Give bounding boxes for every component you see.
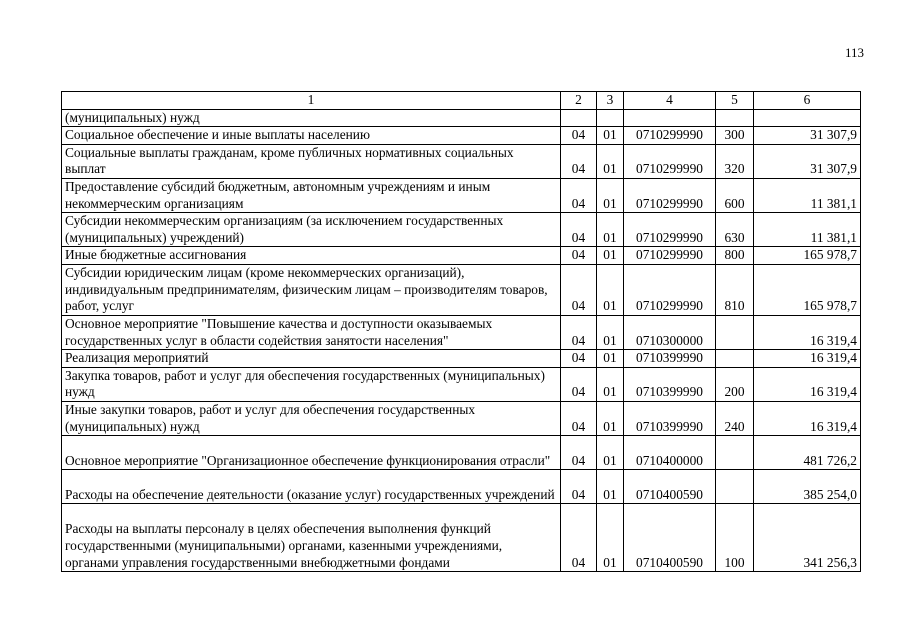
- cell-expense-type: 600: [716, 178, 754, 212]
- table-row: [62, 127, 861, 145]
- cell-target-article: 0710299990: [624, 213, 716, 247]
- cell-section: 04: [561, 178, 597, 212]
- cell-amount: 481 726,2: [754, 436, 861, 470]
- cell-amount: 11 381,1: [754, 178, 861, 212]
- cell-subsection: 01: [597, 401, 624, 435]
- cell-amount: 31 307,9: [754, 144, 861, 178]
- cell-subsection: 01: [597, 247, 624, 265]
- cell-description: Иные закупки товаров, работ и услуг для обеспечения государственных (муниципальных) нужд: [62, 401, 561, 435]
- cell-expense-type: 800: [716, 247, 754, 265]
- cell-subsection: [597, 109, 624, 127]
- cell-target-article: 0710399990: [624, 367, 716, 401]
- cell-description: Основное мероприятие "Повышение качества и доступности оказываемых государственных услуг в области содействия занятости населения": [62, 315, 561, 349]
- cell-description: Основное мероприятие "Организационное обеспечение функционирования отрасли": [62, 436, 561, 470]
- cell-target-article: 0710299990: [624, 178, 716, 212]
- cell-expense-type: 810: [716, 264, 754, 315]
- cell-amount: 341 256,3: [754, 504, 861, 572]
- cell-description: Социальное обеспечение и иные выплаты населению: [62, 127, 561, 145]
- cell-subsection: 01: [597, 350, 624, 368]
- cell-subsection: 01: [597, 504, 624, 572]
- page-number: 113: [844, 45, 864, 60]
- cell-subsection: 01: [597, 127, 624, 145]
- cell-target-article: 0710300000: [624, 315, 716, 349]
- cell-amount: 16 319,4: [754, 401, 861, 435]
- cell-amount: 16 319,4: [754, 350, 861, 368]
- cell-description: Субсидии некоммерческим организациям (за исключением государственных (муниципальных) учреждений): [62, 213, 561, 247]
- cell-description: Расходы на обеспечение деятельности (оказание услуг) государственных учреждений: [62, 470, 561, 504]
- cell-description: Закупка товаров, работ и услуг для обеспечения государственных (муниципальных) нужд: [62, 367, 561, 401]
- cell-target-article: 0710399990: [624, 401, 716, 435]
- cell-expense-type: 100: [716, 504, 754, 572]
- cell-expense-type: [716, 350, 754, 368]
- cell-section: 04: [561, 367, 597, 401]
- cell-amount: 165 978,7: [754, 247, 861, 265]
- cell-description: Расходы на выплаты персоналу в целях обеспечения выполнения функций государственными (муниципальными) органами, казенными учреждениями, органами управления государственными внебюджетными фондами: [62, 504, 561, 572]
- budget-table: [61, 91, 861, 572]
- cell-section: 04: [561, 127, 597, 145]
- cell-subsection: 01: [597, 470, 624, 504]
- cell-amount: 385 254,0: [754, 470, 861, 504]
- cell-subsection: 01: [597, 315, 624, 349]
- cell-description: Предоставление субсидий бюджетным, автономным учреждениям и иным некоммерческим организациям: [62, 178, 561, 212]
- table-row: [62, 350, 861, 368]
- table-row: [62, 470, 861, 504]
- cell-target-article: [624, 109, 716, 127]
- cell-amount: 16 319,4: [754, 367, 861, 401]
- cell-description: Социальные выплаты гражданам, кроме публичных нормативных социальных выплат: [62, 144, 561, 178]
- cell-description: Субсидии юридическим лицам (кроме некоммерческих организаций), индивидуальным предпринимателям, физическим лицам – производителям товаров, работ, услуг: [62, 264, 561, 315]
- cell-target-article: 0710400590: [624, 504, 716, 572]
- cell-expense-type: 300: [716, 127, 754, 145]
- cell-target-article: 0710299990: [624, 144, 716, 178]
- header-cell-2: 2: [561, 92, 597, 110]
- cell-subsection: 01: [597, 144, 624, 178]
- cell-section: [561, 109, 597, 127]
- cell-expense-type: [716, 470, 754, 504]
- header-cell-3: 3: [597, 92, 624, 110]
- table-row: [62, 367, 861, 401]
- cell-target-article: 0710400000: [624, 436, 716, 470]
- header-cell-6: 6: [754, 92, 861, 110]
- cell-description: (муниципальных) нужд: [62, 109, 561, 127]
- cell-section: 04: [561, 144, 597, 178]
- cell-section: 04: [561, 470, 597, 504]
- cell-section: 04: [561, 504, 597, 572]
- cell-target-article: 0710299990: [624, 127, 716, 145]
- cell-section: 04: [561, 401, 597, 435]
- cell-subsection: 01: [597, 367, 624, 401]
- cell-expense-type: 200: [716, 367, 754, 401]
- cell-section: 04: [561, 213, 597, 247]
- table-row: [62, 247, 861, 265]
- header-cell-5: 5: [716, 92, 754, 110]
- cell-section: 04: [561, 247, 597, 265]
- cell-expense-type: [716, 315, 754, 349]
- table-row: [62, 436, 861, 470]
- cell-section: 04: [561, 315, 597, 349]
- cell-expense-type: 240: [716, 401, 754, 435]
- cell-section: 04: [561, 264, 597, 315]
- cell-description: Реализация мероприятий: [62, 350, 561, 368]
- cell-subsection: 01: [597, 178, 624, 212]
- cell-amount: 11 381,1: [754, 213, 861, 247]
- table-row: [62, 178, 861, 212]
- cell-target-article: 0710299990: [624, 264, 716, 315]
- cell-expense-type: 320: [716, 144, 754, 178]
- cell-expense-type: [716, 436, 754, 470]
- cell-target-article: 0710299990: [624, 247, 716, 265]
- table-row: [62, 264, 861, 315]
- cell-expense-type: [716, 109, 754, 127]
- header-cell-4: 4: [624, 92, 716, 110]
- table-row: [62, 213, 861, 247]
- table-row: [62, 315, 861, 349]
- cell-subsection: 01: [597, 213, 624, 247]
- table-header-row: [62, 92, 861, 110]
- table-row: [62, 109, 861, 127]
- cell-amount: 16 319,4: [754, 315, 861, 349]
- table-row: [62, 504, 861, 572]
- table-row: [62, 144, 861, 178]
- cell-description: Иные бюджетные ассигнования: [62, 247, 561, 265]
- cell-amount: 31 307,9: [754, 127, 861, 145]
- cell-section: 04: [561, 436, 597, 470]
- header-cell-1: 1: [62, 92, 561, 110]
- cell-amount: [754, 109, 861, 127]
- cell-target-article: 0710399990: [624, 350, 716, 368]
- cell-expense-type: 630: [716, 213, 754, 247]
- cell-amount: 165 978,7: [754, 264, 861, 315]
- cell-section: 04: [561, 350, 597, 368]
- table-row: [62, 401, 861, 435]
- cell-subsection: 01: [597, 436, 624, 470]
- cell-subsection: 01: [597, 264, 624, 315]
- cell-target-article: 0710400590: [624, 470, 716, 504]
